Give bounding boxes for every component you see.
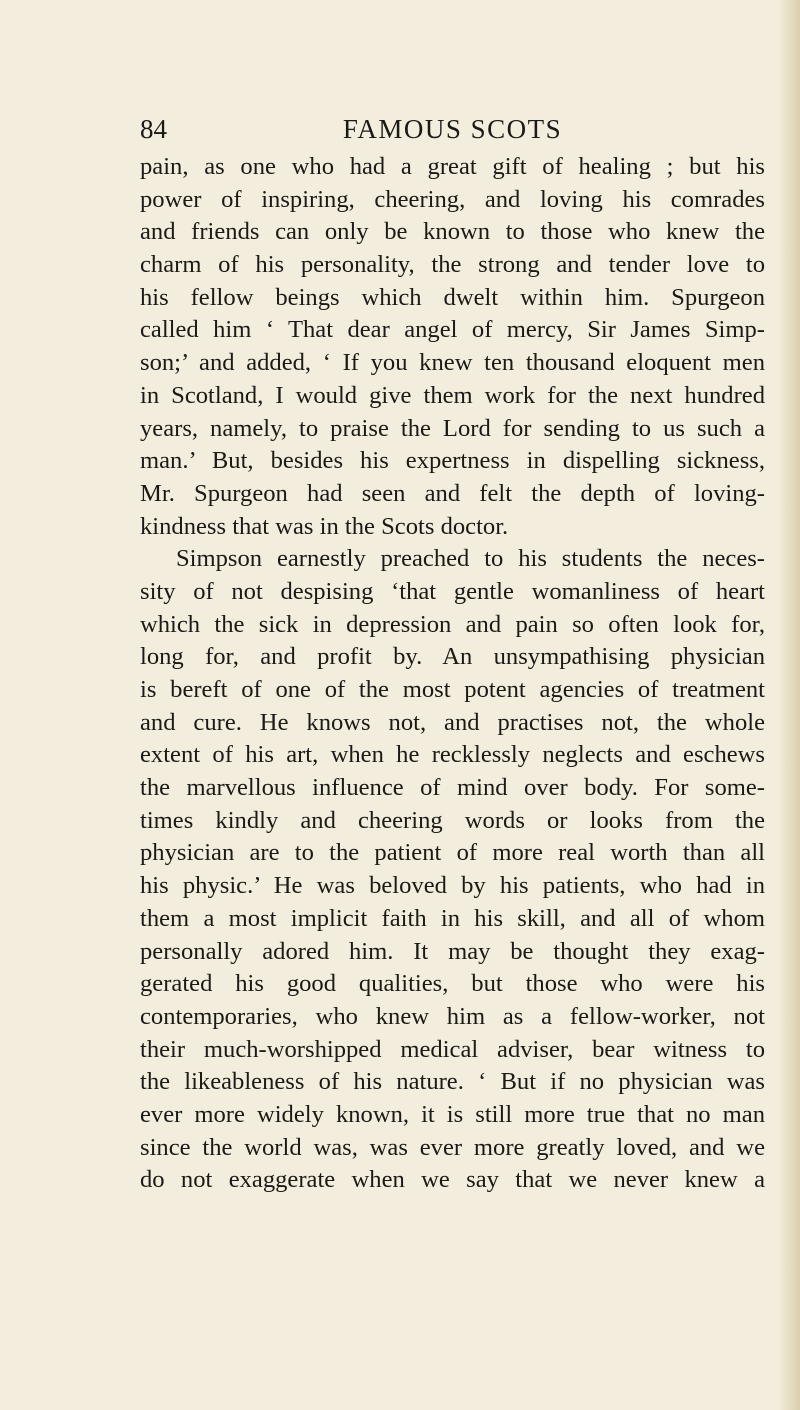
- text-line: the likeableness of his nature. ‘ But if no physician was: [140, 1068, 765, 1096]
- running-title: FAMOUS SCOTS: [342, 114, 563, 144]
- text-line: and cure. He knows not, and practises not, the whole: [140, 708, 765, 736]
- text-line: kindness that was in the Scots doctor.: [140, 512, 509, 540]
- body-text: [140, 151, 765, 1197]
- text-line: physician are to the patient of more real worth than all: [140, 839, 765, 867]
- text-line: Mr. Spurgeon had seen and felt the depth of loving-: [140, 479, 765, 507]
- text-line: times kindly and cheering words or looks from the: [140, 806, 765, 834]
- text-line: pain, as one who had a great gift of healing ; but his: [140, 153, 765, 180]
- text-line: years, namely, to praise the Lord for sending to us such a: [140, 414, 765, 442]
- text-line: sity of not despising ‘that gentle womanliness of heart: [140, 577, 765, 605]
- text-line: since the world was, was ever more greatly loved, and we: [140, 1133, 765, 1161]
- text-line: personally adored him. It may be thought they exag-: [140, 937, 765, 965]
- text-line: do not exaggerate when we say that we never knew a: [140, 1166, 765, 1194]
- text-line: long for, and profit by. An unsympathising physician: [140, 643, 765, 671]
- text-line: the marvellous influence of mind over body. For some-: [140, 774, 765, 802]
- text-line: his fellow beings which dwelt within him. Spurgeon: [140, 283, 765, 311]
- text-line: son;’ and added, ‘ If you knew ten thousand eloquent men: [140, 349, 765, 377]
- page-number: 84: [140, 114, 167, 144]
- running-head: [140, 112, 765, 146]
- text-line: man.’ But, besides his expertness in dispelling sickness,: [140, 447, 765, 475]
- text-line: their much-worshipped medical adviser, bear witness to: [140, 1035, 765, 1063]
- text-line: is bereft of one of the most potent agencies of treatment: [140, 676, 765, 703]
- text-line: his physic.’ He was beloved by his patients, who had in: [140, 872, 765, 900]
- page-edge-shadow: [778, 0, 800, 1410]
- text-line: called him ‘ That dear angel of mercy, Sir James Simp-: [140, 316, 765, 344]
- text-line: gerated his good qualities, but those who were his: [140, 970, 765, 998]
- text-line: Simpson earnestly preached to his students the neces-: [176, 545, 765, 573]
- text-line: and friends can only be known to those who knew the: [140, 218, 765, 246]
- text-line: power of inspiring, cheering, and loving his comrades: [140, 185, 765, 213]
- text-line: them a most implicit faith in his skill, and all of whom: [140, 904, 765, 932]
- text-line: extent of his art, when he recklessly neglects and eschews: [140, 741, 765, 769]
- text-line: ever more widely known, it is still more true that no man: [140, 1100, 765, 1128]
- text-line: which the sick in depression and pain so often look for,: [140, 610, 765, 638]
- text-line: charm of his personality, the strong and tender love to: [140, 251, 765, 279]
- text-line: contemporaries, who knew him as a fellow-worker, not: [140, 1002, 765, 1030]
- text-line: in Scotland, I would give them work for the next hundred: [140, 381, 765, 409]
